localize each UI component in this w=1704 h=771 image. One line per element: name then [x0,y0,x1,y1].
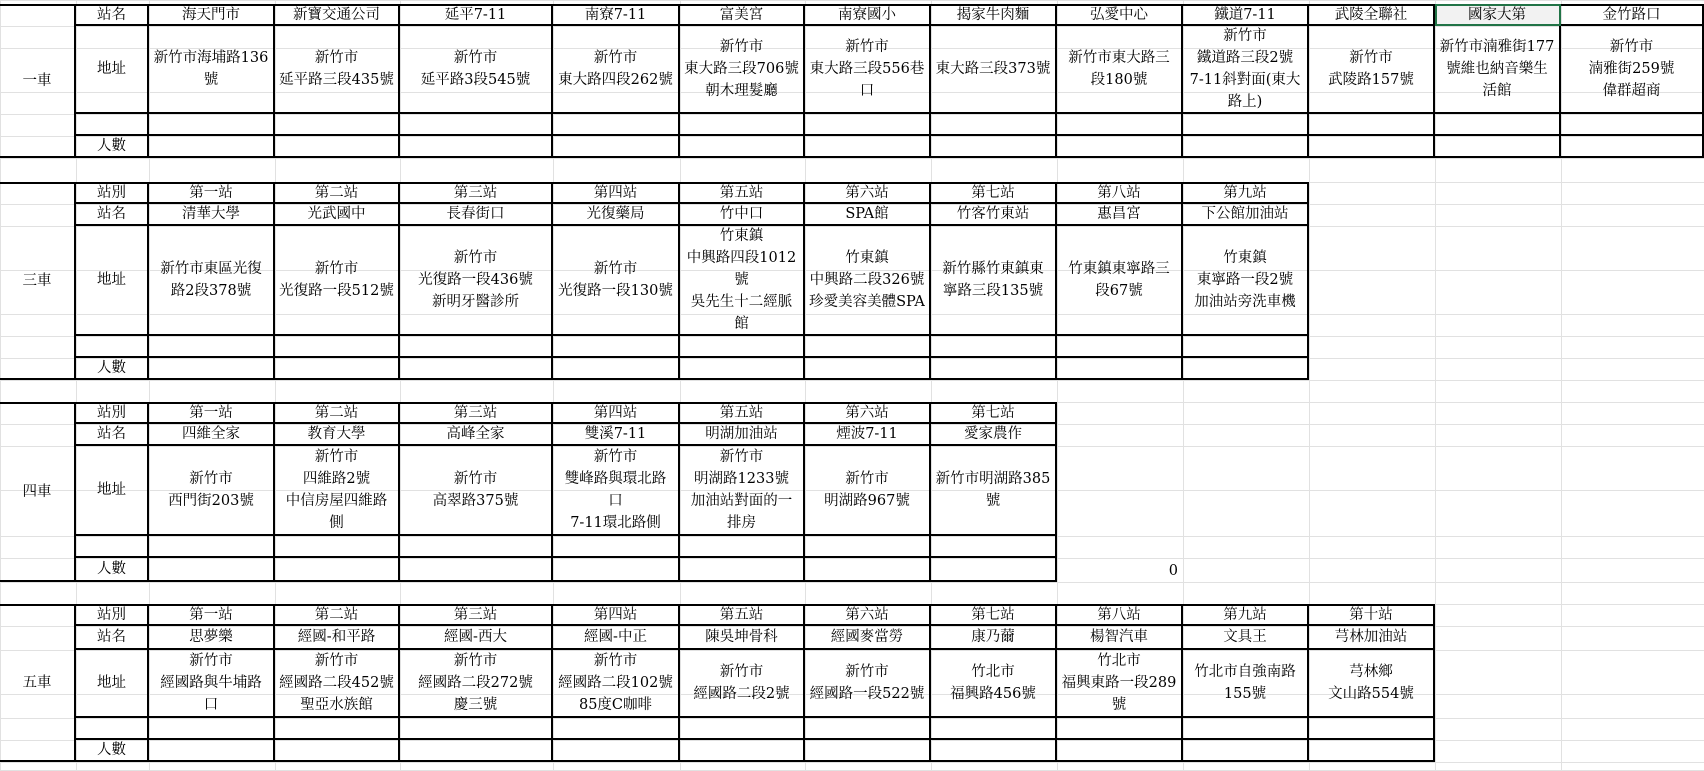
stop-blank-cell[interactable] [1057,718,1183,740]
stop-blank-cell[interactable] [805,114,931,136]
vehicle-label[interactable]: 五車 [0,604,76,762]
stop-blank-cell[interactable] [1057,336,1183,358]
stop-name-cell[interactable]: 四維全家 [149,424,275,446]
stop-count-cell[interactable] [400,740,553,762]
stop-count-cell[interactable] [275,558,400,582]
stop-count-cell[interactable] [275,136,400,158]
stop-blank-cell[interactable] [553,536,680,558]
stop-name-cell[interactable]: 康乃薾 [931,626,1057,650]
stop-addr-cell[interactable]: 新竹市明湖路385 號 [931,446,1057,536]
stop-count-cell[interactable] [400,136,553,158]
stop-name-cell[interactable]: 高峰全家 [400,424,553,446]
stop-num-cell[interactable]: 第七站 [931,604,1057,626]
stop-name-cell[interactable]: 教育大學 [275,424,400,446]
stop-blank-cell[interactable] [1561,114,1704,136]
stop-blank-cell[interactable] [805,536,931,558]
stop-name-cell[interactable]: 經國-和平路 [275,626,400,650]
stop-name-cell[interactable]: 揭家牛肉麵 [931,4,1057,26]
stop-count-cell[interactable] [1309,740,1435,762]
stop-name-cell[interactable]: 經國麥當勞 [805,626,931,650]
stop-addr-cell[interactable]: 新竹市 明湖路1233號 加油站對面的一 排房 [680,446,805,536]
stop-addr-cell[interactable]: 新竹市 高翠路375號 [400,446,553,536]
stop-num-cell[interactable]: 第五站 [680,182,805,204]
stop-blank-cell[interactable] [400,114,553,136]
stop-name-cell[interactable]: 延平7-11 [400,4,553,26]
stop-num-cell[interactable]: 第一站 [149,182,275,204]
stop-addr-cell[interactable]: 新竹市 經國路一段522號 [805,650,931,718]
stop-blank-cell[interactable] [1183,718,1309,740]
stop-blank-cell[interactable] [931,114,1057,136]
stop-num-cell[interactable]: 第九站 [1183,182,1309,204]
stop-name-cell[interactable]: 竹中口 [680,204,805,226]
stop-addr-cell[interactable]: 新竹市 經國路二段272號 慶三號 [400,650,553,718]
stop-blank-cell[interactable] [400,536,553,558]
stop-addr-cell[interactable]: 新竹市 雙峰路與環北路 口 7-11環北路側 [553,446,680,536]
stop-blank-cell[interactable] [275,536,400,558]
stop-name-cell[interactable]: 富美宮 [680,4,805,26]
stop-num-cell[interactable]: 第六站 [805,182,931,204]
stop-count-cell[interactable] [553,740,680,762]
stop-blank-cell[interactable] [275,336,400,358]
addr-row-header[interactable]: 地址 [76,446,149,536]
stop-name-cell[interactable]: 楊智汽車 [1057,626,1183,650]
stop-addr-cell[interactable]: 竹東鎮東寧路三 段67號 [1057,226,1183,336]
stop-name-cell[interactable]: 光復藥局 [553,204,680,226]
stop-count-cell[interactable] [1309,136,1435,158]
stop-blank-cell[interactable] [400,718,553,740]
stop-num-cell[interactable]: 第十站 [1309,604,1435,626]
stop-num-cell[interactable]: 第七站 [931,182,1057,204]
stop-name-cell[interactable]: 經國-西大 [400,626,553,650]
stop-count-cell[interactable] [275,740,400,762]
stop-blank-cell[interactable] [805,718,931,740]
stop-num-cell[interactable]: 第四站 [553,182,680,204]
addr-row-header[interactable]: 地址 [76,226,149,336]
stop-name-cell[interactable]: 竹客竹東站 [931,204,1057,226]
stop-count-cell[interactable] [805,136,931,158]
stop-name-cell[interactable]: 武陵全聯社 [1309,4,1435,26]
stop-count-cell[interactable] [1057,740,1183,762]
stop-num-cell[interactable]: 第七站 [931,402,1057,424]
stop-addr-cell[interactable]: 新竹市 東大路四段262號 [553,26,680,114]
num-row-header[interactable]: 站別 [76,402,149,424]
stop-blank-cell[interactable] [1183,114,1309,136]
stop-count-cell[interactable] [149,136,275,158]
stop-addr-cell[interactable]: 東大路三段373號 [931,26,1057,114]
stop-count-cell[interactable] [149,740,275,762]
stop-addr-cell[interactable]: 新竹市 經國路二段452號 聖亞水族館 [275,650,400,718]
vehicle-label[interactable]: 四車 [0,402,76,582]
stop-blank-cell[interactable] [931,718,1057,740]
stop-name-cell[interactable]: 長春街口 [400,204,553,226]
stop-name-cell[interactable]: 煙波7-11 [805,424,931,446]
stop-count-cell[interactable] [805,558,931,582]
stop-count-cell[interactable] [1057,358,1183,380]
vehicle-label[interactable]: 三車 [0,182,76,380]
stop-count-cell[interactable] [931,558,1057,582]
stop-num-cell[interactable]: 第三站 [400,604,553,626]
stop-name-cell[interactable]: 惠昌宮 [1057,204,1183,226]
stop-blank-cell[interactable] [680,336,805,358]
stop-blank-cell[interactable] [1309,114,1435,136]
stop-num-cell[interactable]: 第一站 [149,604,275,626]
stop-name-cell[interactable]: 南寮7-11 [553,4,680,26]
stop-addr-cell[interactable]: 竹東鎮 中興路四段1012 號 吳先生十二經脈 館 [680,226,805,336]
stop-addr-cell[interactable]: 新竹市 東大路三段706號 朝木理髮廳 [680,26,805,114]
stop-addr-cell[interactable]: 新竹市湳雅街177 號維也納音樂生 活館 [1435,26,1561,114]
stop-name-cell[interactable]: SPA館 [805,204,931,226]
stop-blank-cell[interactable] [1309,718,1435,740]
stop-name-cell[interactable]: 南寮國小 [805,4,931,26]
stop-name-cell[interactable]: 清華大學 [149,204,275,226]
stop-addr-cell[interactable]: 新竹市 經國路與牛埔路 口 [149,650,275,718]
stop-count-cell[interactable] [931,136,1057,158]
stop-name-cell[interactable]: 下公館加油站 [1183,204,1309,226]
stop-blank-cell[interactable] [680,536,805,558]
stop-blank-cell[interactable] [1183,336,1309,358]
stop-blank-cell[interactable] [149,536,275,558]
stop-name-cell[interactable]: 鐵道7-11 [1183,4,1309,26]
blank-row-header[interactable] [76,718,149,740]
stop-count-cell[interactable] [149,358,275,380]
blank-row-header[interactable] [76,114,149,136]
stop-addr-cell[interactable]: 新竹市海埔路136 號 [149,26,275,114]
stop-blank-cell[interactable] [805,336,931,358]
stop-blank-cell[interactable] [149,718,275,740]
stop-addr-cell[interactable]: 竹北市 福興東路一段289 號 [1057,650,1183,718]
stop-num-cell[interactable]: 第四站 [553,604,680,626]
stop-count-cell[interactable] [1183,136,1309,158]
stop-blank-cell[interactable] [149,336,275,358]
stop-addr-cell[interactable]: 新竹市 湳雅街259號 偉群超商 [1561,26,1704,114]
stop-num-cell[interactable]: 第五站 [680,402,805,424]
stop-addr-cell[interactable]: 新竹市 明湖路967號 [805,446,931,536]
stop-count-cell[interactable] [1435,136,1561,158]
stop-addr-cell[interactable]: 新竹市 光復路一段130號 [553,226,680,336]
stop-blank-cell[interactable] [1057,114,1183,136]
stop-name-cell[interactable]: 金竹路口 [1561,4,1704,26]
name-row-header[interactable]: 站名 [76,424,149,446]
addr-row-header[interactable]: 地址 [76,26,149,114]
stop-addr-cell[interactable]: 新竹市 光復路一段436號 新明牙醫診所 [400,226,553,336]
stop-name-cell[interactable]: 文具王 [1183,626,1309,650]
count-row-header[interactable]: 人數 [76,558,149,582]
stop-name-cell[interactable]: 新寶交通公司 [275,4,400,26]
stop-name-cell[interactable]: 光武國中 [275,204,400,226]
vehicle-label[interactable]: 一車 [0,4,76,158]
stop-name-cell[interactable]: 愛家農作 [931,424,1057,446]
name-row-header[interactable]: 站名 [76,204,149,226]
stop-num-cell[interactable]: 第三站 [400,182,553,204]
stop-count-cell[interactable] [931,740,1057,762]
stop-addr-cell[interactable]: 竹北市 福興路456號 [931,650,1057,718]
stop-name-cell[interactable]: 思夢樂 [149,626,275,650]
stop-blank-cell[interactable] [680,114,805,136]
addr-row-header[interactable]: 地址 [76,650,149,718]
stop-num-cell[interactable]: 第六站 [805,604,931,626]
stop-addr-cell[interactable]: 新竹市 東大路三段556巷 口 [805,26,931,114]
stop-count-cell[interactable] [931,358,1057,380]
stop-count-cell[interactable] [149,558,275,582]
stop-addr-cell[interactable]: 新竹市 經國路二段102號 85度C咖啡 [553,650,680,718]
stop-num-cell[interactable]: 第二站 [275,604,400,626]
stop-num-cell[interactable]: 第六站 [805,402,931,424]
name-row-header[interactable]: 站名 [76,626,149,650]
stop-count-cell[interactable] [1183,740,1309,762]
stop-addr-cell[interactable]: 新竹市 四維路2號 中信房屋四維路 側 [275,446,400,536]
stop-count-cell[interactable] [553,358,680,380]
stop-addr-cell[interactable]: 新竹市 光復路一段512號 [275,226,400,336]
stop-num-cell[interactable]: 第二站 [275,402,400,424]
stop-num-cell[interactable]: 第四站 [553,402,680,424]
stop-blank-cell[interactable] [1435,114,1561,136]
stop-addr-cell[interactable]: 新竹市 武陵路157號 [1309,26,1435,114]
stop-count-cell[interactable] [1183,358,1309,380]
stop-count-cell[interactable] [805,358,931,380]
stop-addr-cell[interactable]: 新竹市 西門街203號 [149,446,275,536]
stop-name-cell[interactable]: 國家大第 [1435,4,1561,26]
stop-name-cell[interactable]: 陳吳坤骨科 [680,626,805,650]
stop-name-cell[interactable]: 明湖加油站 [680,424,805,446]
stop-num-cell[interactable]: 第一站 [149,402,275,424]
name-row-header[interactable]: 站名 [76,4,149,26]
loose-value-cell[interactable]: 0 [1168,563,1178,579]
stop-addr-cell[interactable]: 新竹市東大路三 段180號 [1057,26,1183,114]
stop-count-cell[interactable] [680,740,805,762]
stop-name-cell[interactable]: 經國-中正 [553,626,680,650]
stop-blank-cell[interactable] [149,114,275,136]
stop-addr-cell[interactable]: 新竹市東區光復 路2段378號 [149,226,275,336]
blank-row-header[interactable] [76,336,149,358]
stop-addr-cell[interactable]: 竹北市自強南路 155號 [1183,650,1309,718]
stop-count-cell[interactable] [805,740,931,762]
stop-count-cell[interactable] [275,358,400,380]
stop-addr-cell[interactable]: 新竹市 延平路3段545號 [400,26,553,114]
stop-addr-cell[interactable]: 芎林鄉 文山路554號 [1309,650,1435,718]
stop-num-cell[interactable]: 第三站 [400,402,553,424]
count-row-header[interactable]: 人數 [76,740,149,762]
stop-name-cell[interactable]: 雙溪7-11 [553,424,680,446]
stop-blank-cell[interactable] [400,336,553,358]
stop-num-cell[interactable]: 第五站 [680,604,805,626]
stop-addr-cell[interactable]: 新竹縣竹東鎮東 寧路三段135號 [931,226,1057,336]
stop-blank-cell[interactable] [553,114,680,136]
stop-addr-cell[interactable]: 新竹市 經國路二段2號 [680,650,805,718]
stop-addr-cell[interactable]: 竹東鎮 中興路二段326號 珍愛美容美體SPA [805,226,931,336]
stop-blank-cell[interactable] [275,114,400,136]
count-row-header[interactable]: 人數 [76,136,149,158]
blank-row-header[interactable] [76,536,149,558]
count-row-header[interactable]: 人數 [76,358,149,380]
stop-num-cell[interactable]: 第二站 [275,182,400,204]
stop-blank-cell[interactable] [553,336,680,358]
stop-addr-cell[interactable]: 新竹市 延平路三段435號 [275,26,400,114]
stop-count-cell[interactable] [400,558,553,582]
stop-name-cell[interactable]: 弘愛中心 [1057,4,1183,26]
stop-name-cell[interactable]: 海天門市 [149,4,275,26]
stop-blank-cell[interactable] [275,718,400,740]
stop-blank-cell[interactable] [680,718,805,740]
stop-blank-cell[interactable] [931,536,1057,558]
stop-count-cell[interactable] [400,358,553,380]
num-row-header[interactable]: 站別 [76,182,149,204]
stop-blank-cell[interactable] [931,336,1057,358]
stop-addr-cell[interactable]: 竹東鎮 東寧路一段2號 加油站旁洗車機 [1183,226,1309,336]
stop-count-cell[interactable] [553,136,680,158]
stop-num-cell[interactable]: 第八站 [1057,604,1183,626]
stop-blank-cell[interactable] [553,718,680,740]
stop-count-cell[interactable] [680,136,805,158]
stop-count-cell[interactable] [680,358,805,380]
num-row-header[interactable]: 站別 [76,604,149,626]
stop-count-cell[interactable] [1561,136,1704,158]
stop-count-cell[interactable] [1057,136,1183,158]
stop-name-cell[interactable]: 芎林加油站 [1309,626,1435,650]
stop-count-cell[interactable] [553,558,680,582]
stop-num-cell[interactable]: 第八站 [1057,182,1183,204]
stop-count-cell[interactable] [680,558,805,582]
stop-num-cell[interactable]: 第九站 [1183,604,1309,626]
stop-addr-cell[interactable]: 新竹市 鐵道路三段2號 7-11斜對面(東大 路上) [1183,26,1309,114]
